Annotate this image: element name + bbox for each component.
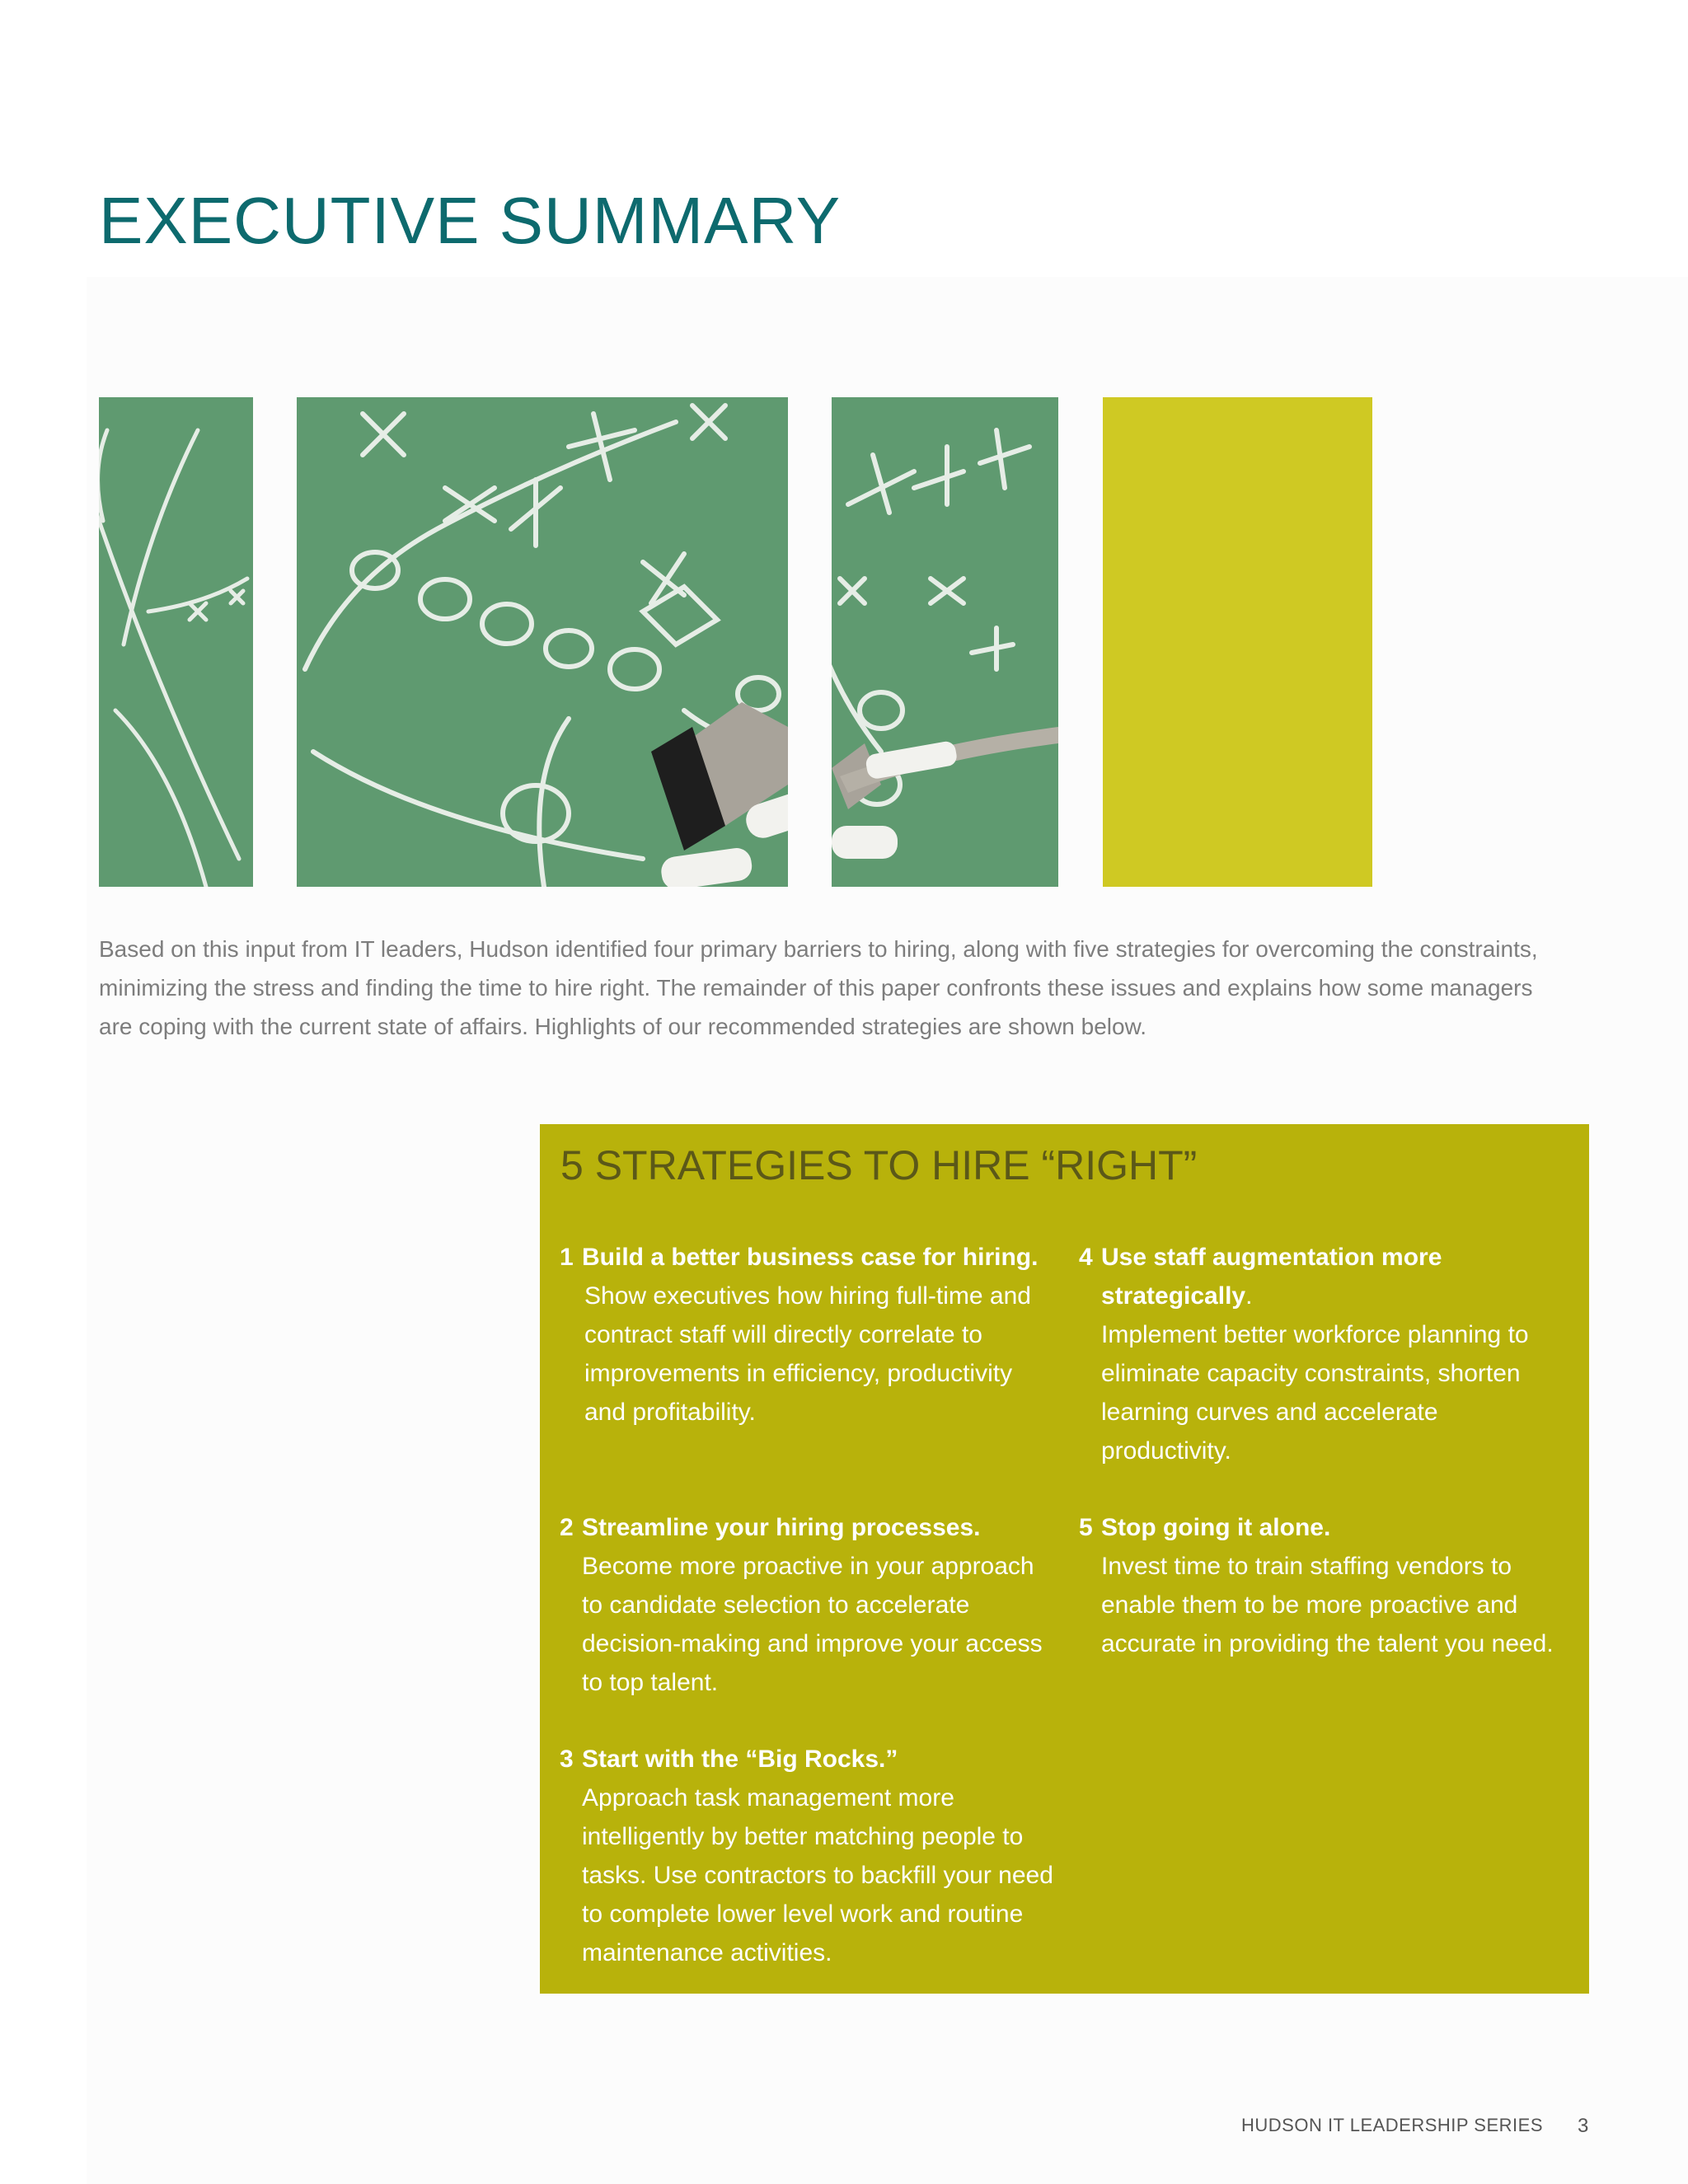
strategies-title: 5 STRATEGIES TO HIRE “RIGHT” (560, 1142, 1198, 1188)
strategy-description: Become more proactive in your approach to candidate selection to accelerate decision-making and improve your access to top talent. (582, 1553, 1043, 1696)
strategy-heading-text (1101, 1238, 1573, 1315)
strategy-description: Approach task management more intelligently by better matching people to tasks. Use contractors to backfill your need to complete lower level work and routine maintenance activities. (582, 1784, 1053, 1966)
strategy-number: 3 (560, 1746, 574, 1773)
strategy-item-5 (1079, 1508, 1573, 1663)
strategy-heading-period: . (1245, 1282, 1253, 1310)
strategies-box (540, 1124, 1589, 1994)
strategy-heading (560, 1740, 1071, 1779)
page-number: 3 (1578, 2115, 1589, 2137)
footer-series-title: HUDSON IT LEADERSHIP SERIES (1241, 2115, 1544, 2135)
strategy-description: Implement better workforce planning to eliminate capacity constraints, shorten learning curves and accelerate productivity. (1101, 1321, 1529, 1465)
strategy-heading-text: Stop going it alone. (1101, 1514, 1331, 1541)
strategy-item-3 (560, 1740, 1071, 1972)
strategy-item-1 (560, 1238, 1054, 1432)
page-title: EXECUTIVE SUMMARY (99, 184, 842, 257)
chalkboard-image-panel-3 (832, 397, 1058, 887)
chalkboard-whistle-image-panel (297, 397, 788, 887)
strategy-heading (560, 1508, 1054, 1547)
intro-paragraph: Based on this input from IT leaders, Hudson identified four primary barriers to hiring, along with five strategies for overcoming the constraints, minimizing the stress and finding the time to hire right. The remainder of this paper confronts these issues and explains how some managers are coping with the current state of affairs. Highlights of our recommended strategies are shown below. (99, 936, 1538, 1039)
strategy-heading (1079, 1508, 1573, 1547)
strategy-item-2 (560, 1508, 1054, 1702)
strategy-heading-text: Start with the “Big Rocks.” (582, 1746, 898, 1773)
strategy-heading (1079, 1238, 1573, 1315)
strategy-heading (560, 1238, 1054, 1277)
strategy-heading-text: Build a better business case for hiring. (582, 1244, 1039, 1271)
strategy-description: Invest time to train staffing vendors to enable them to be more proactive and accurate in providing the talent you need. (1101, 1553, 1554, 1657)
strategy-number: 4 (1079, 1244, 1093, 1271)
strategy-number: 1 (560, 1244, 574, 1271)
strategy-heading-text: Streamline your hiring processes. (582, 1514, 981, 1541)
strategy-item-4 (1079, 1238, 1573, 1470)
strategy-number: 2 (560, 1514, 574, 1541)
strategy-description: Show executives how hiring full-time and contract staff will directly correlate to improvements in efficiency, productivity and profitability. (584, 1282, 1031, 1426)
accent-color-block (1103, 397, 1372, 887)
strategy-number: 5 (1079, 1514, 1093, 1541)
chalkboard-image-panel-1 (99, 397, 253, 887)
strategy-heading-bold: Use staff augmentation more strategically (1101, 1244, 1442, 1310)
